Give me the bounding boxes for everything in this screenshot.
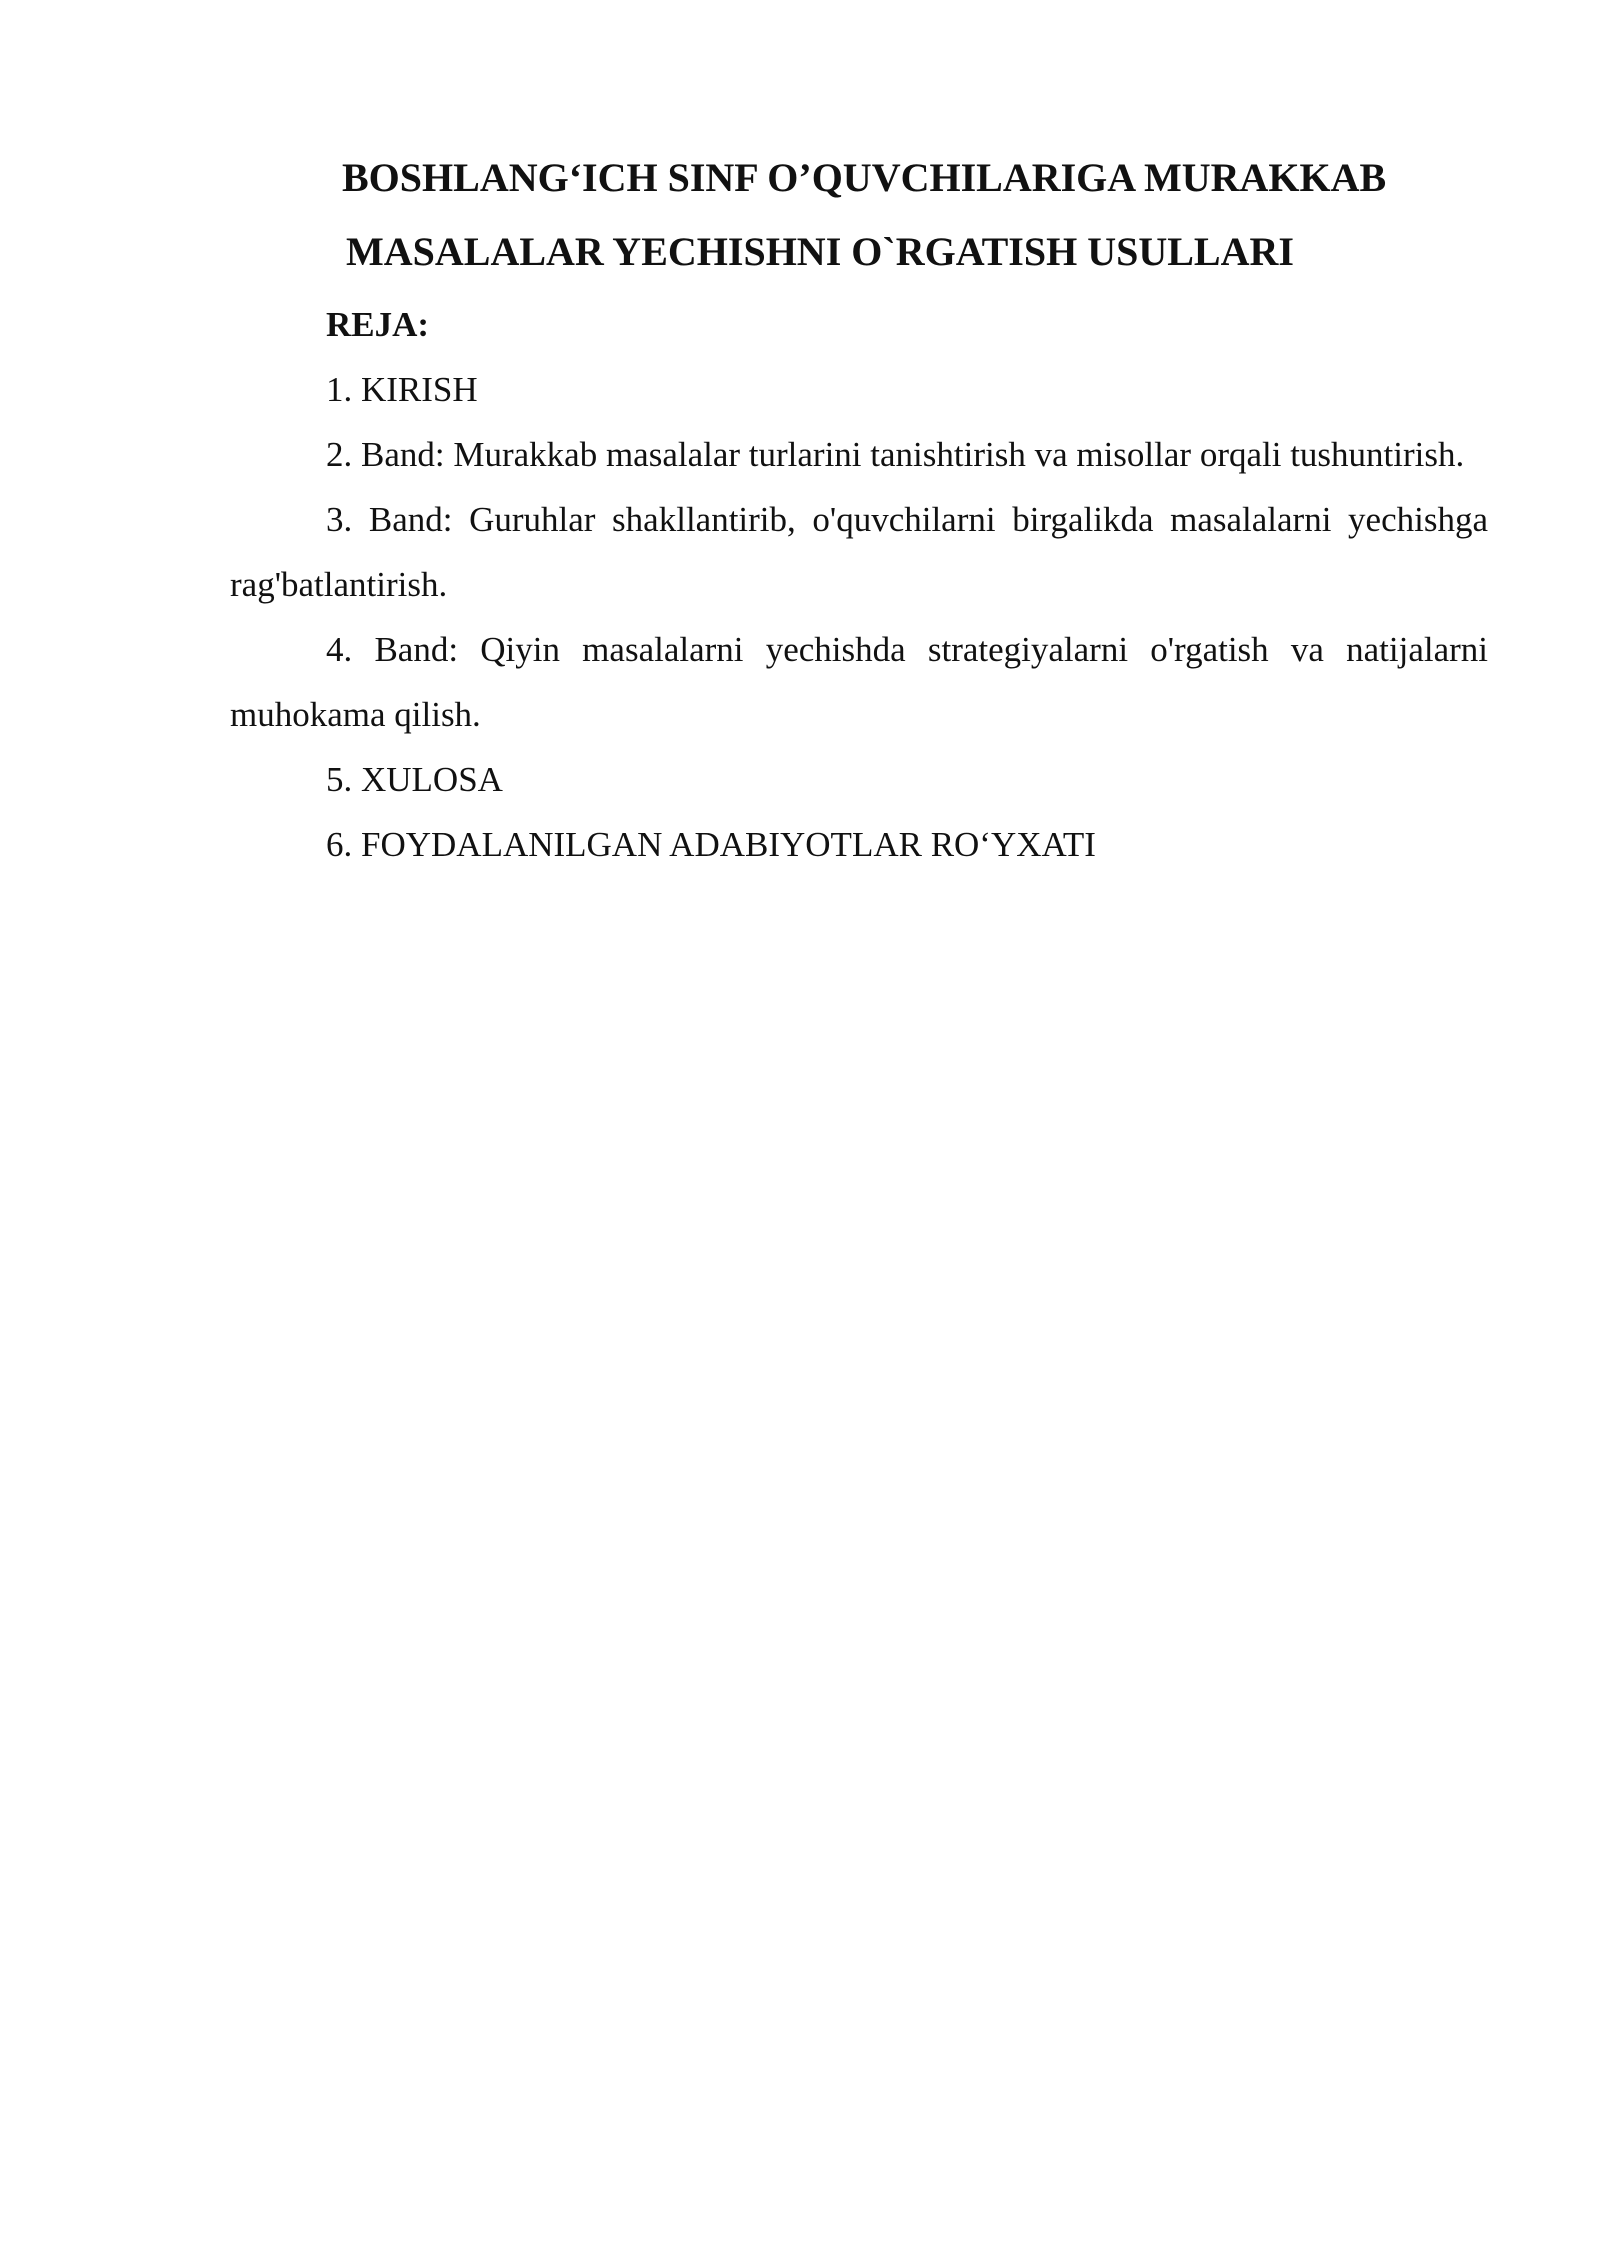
plan-item-2: 2. Band: Murakkab masalalar turlarini tanishtirish va misollar orqali tushuntirish. xyxy=(326,435,1465,474)
plan-section xyxy=(230,292,1488,877)
document-title-line-2: MASALALAR YECHISHNI O`RGATISH USULLARI xyxy=(346,229,1294,274)
document-title-line-1: BOSHLANG‘ICH SINF O’QUVCHILARIGA MURAKKAB xyxy=(342,155,1387,200)
plan-item-3: 3. Band: Guruhlar shakllantirib, o'quvchilarni birgalikda masalalarni yechishga rag'batlantirish. xyxy=(230,500,1488,604)
plan-item-5: 5. XULOSA xyxy=(326,760,503,799)
plan-item-4: 4. Band: Qiyin masalalarni yechishda strategiyalarni o'rgatish va natijalarni muhokama qilish. xyxy=(230,630,1488,734)
plan-item-1: 1. KIRISH xyxy=(326,370,478,409)
plan-heading: REJA: xyxy=(326,305,430,344)
plan-item-6: 6. FOYDALANILGAN ADABIYOTLAR RO‘YXATI xyxy=(326,825,1096,864)
